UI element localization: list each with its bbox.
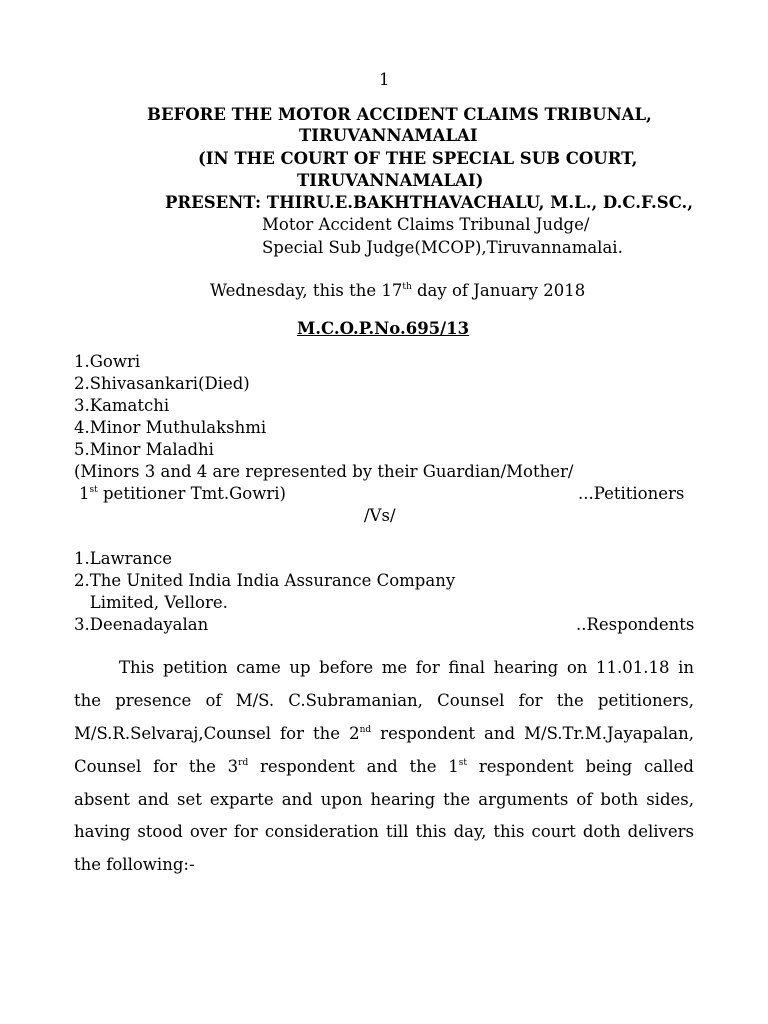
- petitioner-item: 3.Kamatchi: [74, 396, 170, 415]
- judge-designation-2: Special Sub Judge(MCOP),Tiruvannamalai.: [262, 238, 623, 257]
- respondent-item: 2.The United India India Assurance Company: [74, 571, 456, 590]
- petitioner-item: 4.Minor Muthulakshmi: [74, 418, 267, 437]
- respondent-item: 1.Lawrance: [74, 549, 173, 568]
- case-number: M.C.O.P.No.695/13: [297, 319, 470, 338]
- judge-designation-1: Motor Accident Claims Tribunal Judge/: [262, 215, 590, 234]
- paragraph-line: absent and set exparte and upon hearing the arguments of both sides,: [74, 790, 694, 809]
- respondents-label: ..Respondents: [576, 615, 695, 634]
- petitioner-item: 2.Shivasankari(Died): [74, 374, 250, 393]
- proceedings-paragraph: [74, 656, 694, 888]
- guardian-note-line-1: (Minors 3 and 4 are represented by their Guardian/Mother/: [74, 462, 574, 481]
- versus-label: /Vs/: [364, 506, 396, 525]
- tribunal-title: BEFORE THE MOTOR ACCIDENT CLAIMS TRIBUNAL,: [147, 105, 652, 124]
- presiding-judge: PRESENT: THIRU.E.BAKHTHAVACHALU, M.L., D.C.F.SC.,: [165, 193, 694, 212]
- petitioners-label: ...Petitioners: [578, 484, 685, 503]
- paragraph-line: Counsel for the 3rd respondent and the 1st respondent being called: [74, 757, 694, 776]
- page-number: 1: [379, 70, 390, 89]
- paragraph-line: having stood over for consideration till this day, this court doth delivers: [74, 822, 694, 841]
- paragraph-line: M/S.R.Selvaraj,Counsel for the 2nd respondent and M/S.Tr.M.Jayapalan,: [74, 724, 694, 743]
- judgment-date: Wednesday, this the 17th day of January 2018: [210, 281, 586, 300]
- court-title: (IN THE COURT OF THE SPECIAL SUB COURT,: [198, 149, 638, 168]
- paragraph-line: the presence of M/S. C.Subramanian, Counsel for the petitioners,: [74, 691, 694, 710]
- paragraph-line: This petition came up before me for final hearing on 11.01.18 in: [119, 658, 694, 677]
- petitioner-item: 5.Minor Maladhi: [74, 440, 214, 459]
- petitioner-item: 1.Gowri: [74, 352, 141, 371]
- paragraph-line: the following:-: [74, 855, 195, 874]
- respondent-item: 3.Deenadayalan: [74, 615, 209, 634]
- respondent-item: Limited, Vellore.: [74, 593, 228, 612]
- guardian-note-line-2: 1st petitioner Tmt.Gowri): [79, 484, 286, 503]
- tribunal-location: TIRUVANNAMALAI: [299, 126, 478, 145]
- court-location: TIRUVANNAMALAI): [297, 171, 484, 190]
